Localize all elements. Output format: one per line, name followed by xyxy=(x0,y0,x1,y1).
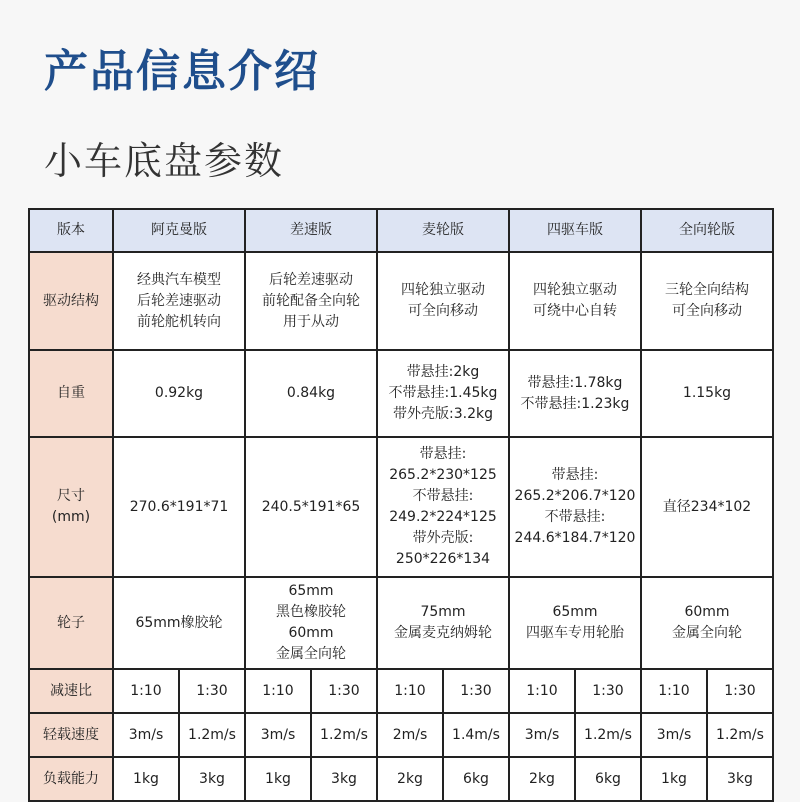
speed-cell: 3m/s xyxy=(509,713,575,757)
wheel-cell: 75mm 金属麦克纳姆轮 xyxy=(377,577,509,669)
version-4wd: 四驱车版 xyxy=(509,209,641,252)
ratio-cell: 1:10 xyxy=(641,669,707,713)
wheel-cell: 65mm 四驱车专用轮胎 xyxy=(509,577,641,669)
chassis-spec-table xyxy=(28,208,774,802)
weight-cell: 0.84kg xyxy=(245,350,377,437)
load-cell: 3kg xyxy=(311,757,377,801)
weight-cell: 0.92kg xyxy=(113,350,245,437)
drive-cell: 经典汽车模型 后轮差速驱动 前轮舵机转向 xyxy=(113,252,245,350)
version-omni: 全向轮版 xyxy=(641,209,773,252)
wheel-cell: 65mm橡胶轮 xyxy=(113,577,245,669)
version-differential: 差速版 xyxy=(245,209,377,252)
page-title: 产品信息介绍 xyxy=(44,46,320,97)
load-cell: 3kg xyxy=(707,757,773,801)
speed-cell: 3m/s xyxy=(641,713,707,757)
section-subtitle: 小车底盘参数 xyxy=(44,139,285,183)
ratio-cell: 1:10 xyxy=(377,669,443,713)
drive-row xyxy=(29,252,773,350)
weight-cell: 1.15kg xyxy=(641,350,773,437)
speed-row xyxy=(29,713,773,757)
drive-cell: 四轮独立驱动 可绕中心自转 xyxy=(509,252,641,350)
speed-cell: 3m/s xyxy=(113,713,179,757)
row-label-ratio: 减速比 xyxy=(29,669,113,713)
load-cell: 2kg xyxy=(509,757,575,801)
load-cell: 1kg xyxy=(245,757,311,801)
speed-cell: 1.4m/s xyxy=(443,713,509,757)
size-cell: 240.5*191*65 xyxy=(245,437,377,577)
weight-row xyxy=(29,350,773,437)
drive-cell: 三轮全向结构 可全向移动 xyxy=(641,252,773,350)
speed-cell: 3m/s xyxy=(245,713,311,757)
speed-cell: 2m/s xyxy=(377,713,443,757)
drive-cell: 后轮差速驱动 前轮配备全向轮 用于从动 xyxy=(245,252,377,350)
speed-cell: 1.2m/s xyxy=(311,713,377,757)
size-cell: 直径234*102 xyxy=(641,437,773,577)
size-cell: 带悬挂: 265.2*206.7*120 不带悬挂: 244.6*184.7*120 xyxy=(509,437,641,577)
weight-cell: 带悬挂:2kg 不带悬挂:1.45kg 带外壳版:3.2kg xyxy=(377,350,509,437)
speed-cell: 1.2m/s xyxy=(575,713,641,757)
ratio-cell: 1:30 xyxy=(707,669,773,713)
load-cell: 6kg xyxy=(575,757,641,801)
load-row xyxy=(29,757,773,801)
speed-cell: 1.2m/s xyxy=(707,713,773,757)
size-row xyxy=(29,437,773,577)
version-mecanum: 麦轮版 xyxy=(377,209,509,252)
row-label-load: 负载能力 xyxy=(29,757,113,801)
ratio-row xyxy=(29,669,773,713)
ratio-cell: 1:30 xyxy=(575,669,641,713)
version-ackermann: 阿克曼版 xyxy=(113,209,245,252)
ratio-cell: 1:30 xyxy=(311,669,377,713)
size-cell: 270.6*191*71 xyxy=(113,437,245,577)
ratio-cell: 1:10 xyxy=(509,669,575,713)
load-cell: 6kg xyxy=(443,757,509,801)
wheel-cell: 60mm 金属全向轮 xyxy=(641,577,773,669)
load-cell: 1kg xyxy=(113,757,179,801)
wheel-row xyxy=(29,577,773,669)
wheel-cell: 65mm 黑色橡胶轮 60mm 金属全向轮 xyxy=(245,577,377,669)
weight-cell: 带悬挂:1.78kg 不带悬挂:1.23kg xyxy=(509,350,641,437)
ratio-cell: 1:30 xyxy=(443,669,509,713)
load-cell: 3kg xyxy=(179,757,245,801)
header-row xyxy=(29,209,773,252)
drive-cell: 四轮独立驱动 可全向移动 xyxy=(377,252,509,350)
load-cell: 2kg xyxy=(377,757,443,801)
ratio-cell: 1:10 xyxy=(245,669,311,713)
row-label-version: 版本 xyxy=(29,209,113,252)
load-cell: 1kg xyxy=(641,757,707,801)
row-label-speed: 轻载速度 xyxy=(29,713,113,757)
row-label-weight: 自重 xyxy=(29,350,113,437)
ratio-cell: 1:30 xyxy=(179,669,245,713)
row-label-drive: 驱动结构 xyxy=(29,252,113,350)
size-cell: 带悬挂: 265.2*230*125 不带悬挂: 249.2*224*125 带外壳版: 250*226*134 xyxy=(377,437,509,577)
ratio-cell: 1:10 xyxy=(113,669,179,713)
row-label-wheel: 轮子 xyxy=(29,577,113,669)
row-label-size: 尺寸 (mm) xyxy=(29,437,113,577)
speed-cell: 1.2m/s xyxy=(179,713,245,757)
